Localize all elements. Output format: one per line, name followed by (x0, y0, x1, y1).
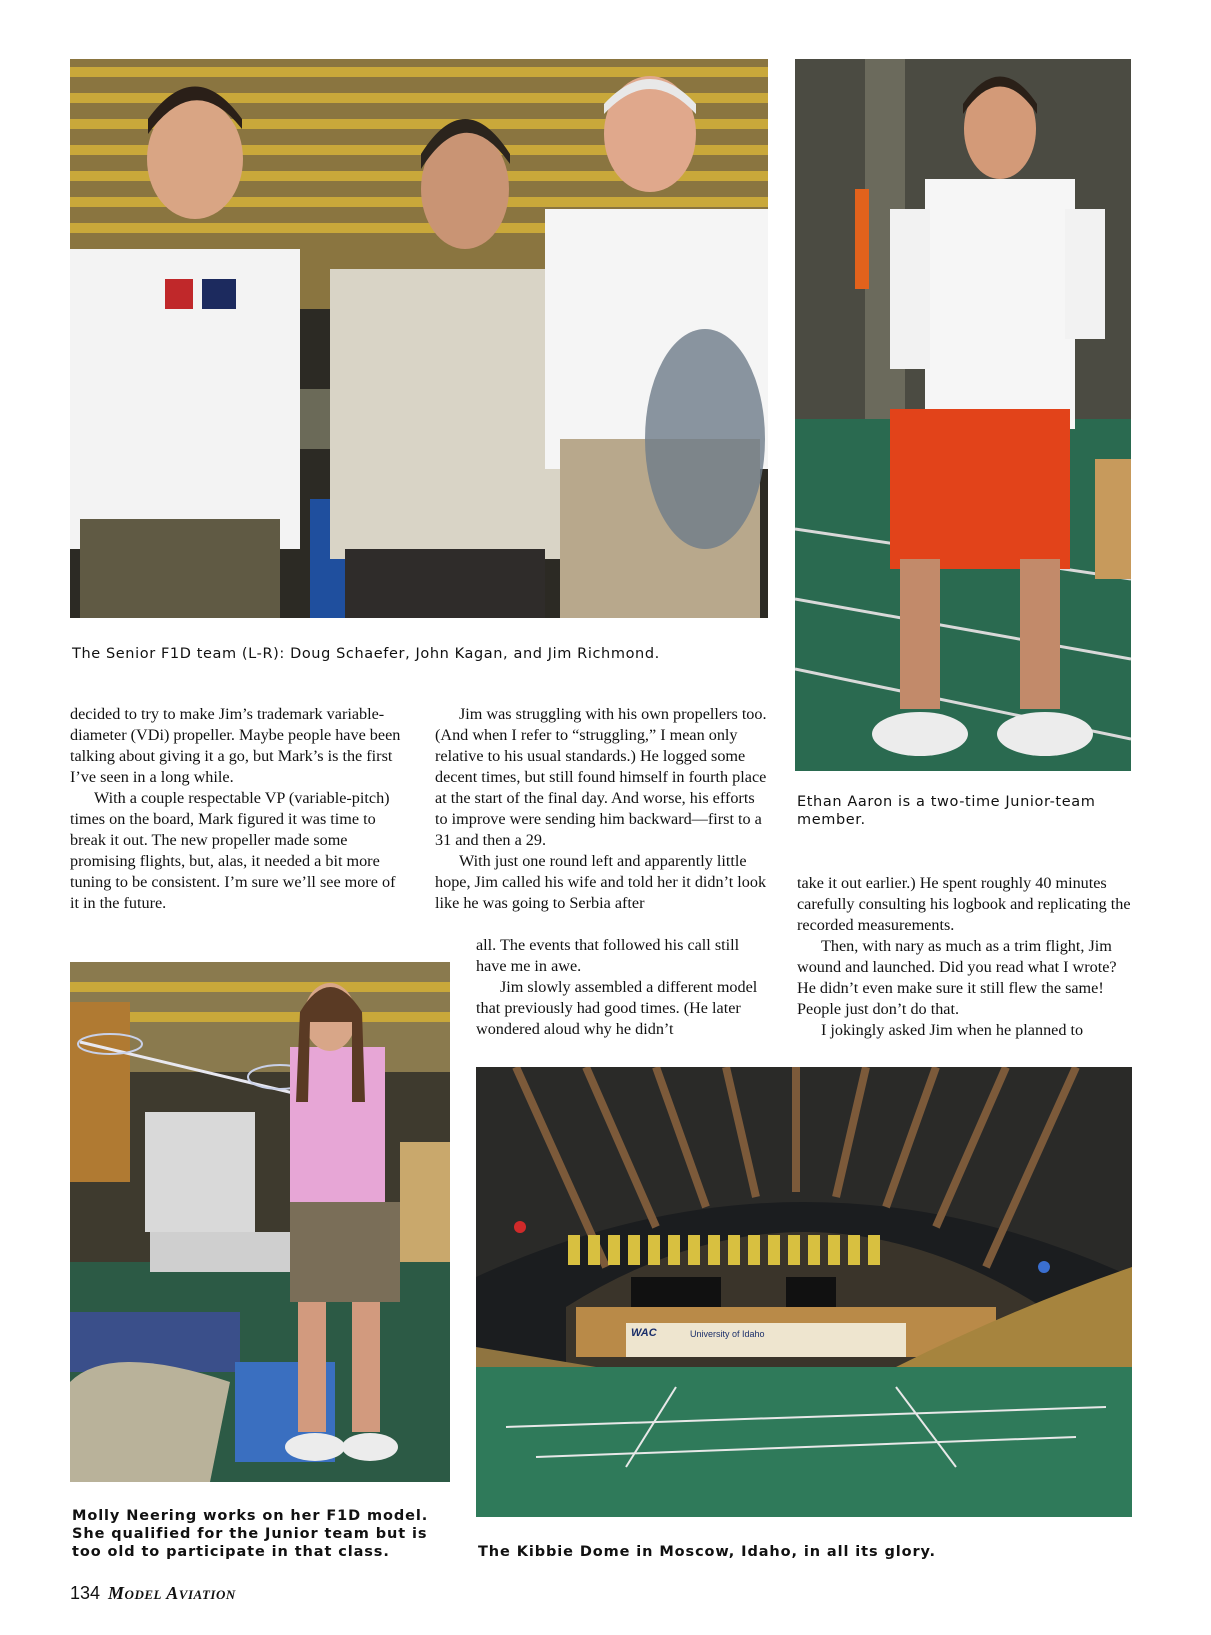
article-column-2 (435, 704, 771, 914)
paragraph: take it out earlier.) He spent roughly 40 minutes carefully consulting his logbook and replicating the recorded measurements. (797, 874, 1131, 934)
paragraph: I jokingly asked Jim when he planned to (821, 1021, 1084, 1039)
ethan-photo (795, 59, 1131, 771)
kibbie-dome-photo (476, 1067, 1132, 1517)
magazine-name: Model Aviation (108, 1583, 236, 1603)
article-column-1 (70, 704, 402, 914)
senior-team-caption: The Senior F1D team (L-R): Doug Schaefer, John Kagan, and Jim Richmond. (72, 646, 660, 662)
molly-photo (70, 962, 450, 1482)
molly-caption: Molly Neering works on her F1D model. She qualified for the Junior team but is too old to participate in that class. (72, 1508, 429, 1560)
paragraph: all. The events that followed his call still have me in awe. (476, 936, 740, 975)
article-column-2-continued (476, 935, 771, 1040)
paragraph: Jim was struggling with his own propellers too. (And when I refer to “struggling,” I mean only relative to his usual standards.) He logged some decent times, but still found himself in fourth place at the start of the final day. And worse, his efforts to improve were sending him backward—first to a 31 and then a 29. (435, 705, 767, 849)
paragraph: With a couple respectable VP (variable-pitch) times on the board, Mark figured it was time to break it out. The new propeller made some promising flights, but, alas, it needed a bit more tuning to be consistent. I’m sure we’ll see more of it in the future. (70, 789, 396, 912)
paragraph: Then, with nary as much as a trim flight, Jim wound and launched. Did you read what I wrote? He didn’t even make sure it still flew the same! People just don’t do that. (797, 937, 1117, 1018)
university-sign: University of Idaho (690, 1329, 765, 1339)
page-number: 134 (70, 1583, 101, 1603)
paragraph: Jim slowly assembled a different model that previously had good times. (He later wondered aloud why he didn’t (476, 978, 758, 1038)
kibbie-dome-caption: The Kibbie Dome in Moscow, Idaho, in all its glory. (478, 1544, 936, 1560)
ethan-caption: Ethan Aaron is a two-time Junior-team member. (797, 794, 1096, 828)
paragraph: With just one round left and apparently little hope, Jim called his wife and told her it didn’t look like he was going to Serbia after (435, 852, 767, 912)
paragraph: decided to try to make Jim’s trademark variable-diameter (VDi) propeller. Maybe people have been talking about giving it a go, but Mark’s is the first I’ve seen in a long while. (70, 705, 401, 786)
senior-team-photo (70, 59, 768, 618)
wac-sign: WAC (631, 1327, 657, 1339)
page-footer (70, 1583, 236, 1604)
article-column-3 (797, 873, 1133, 1041)
